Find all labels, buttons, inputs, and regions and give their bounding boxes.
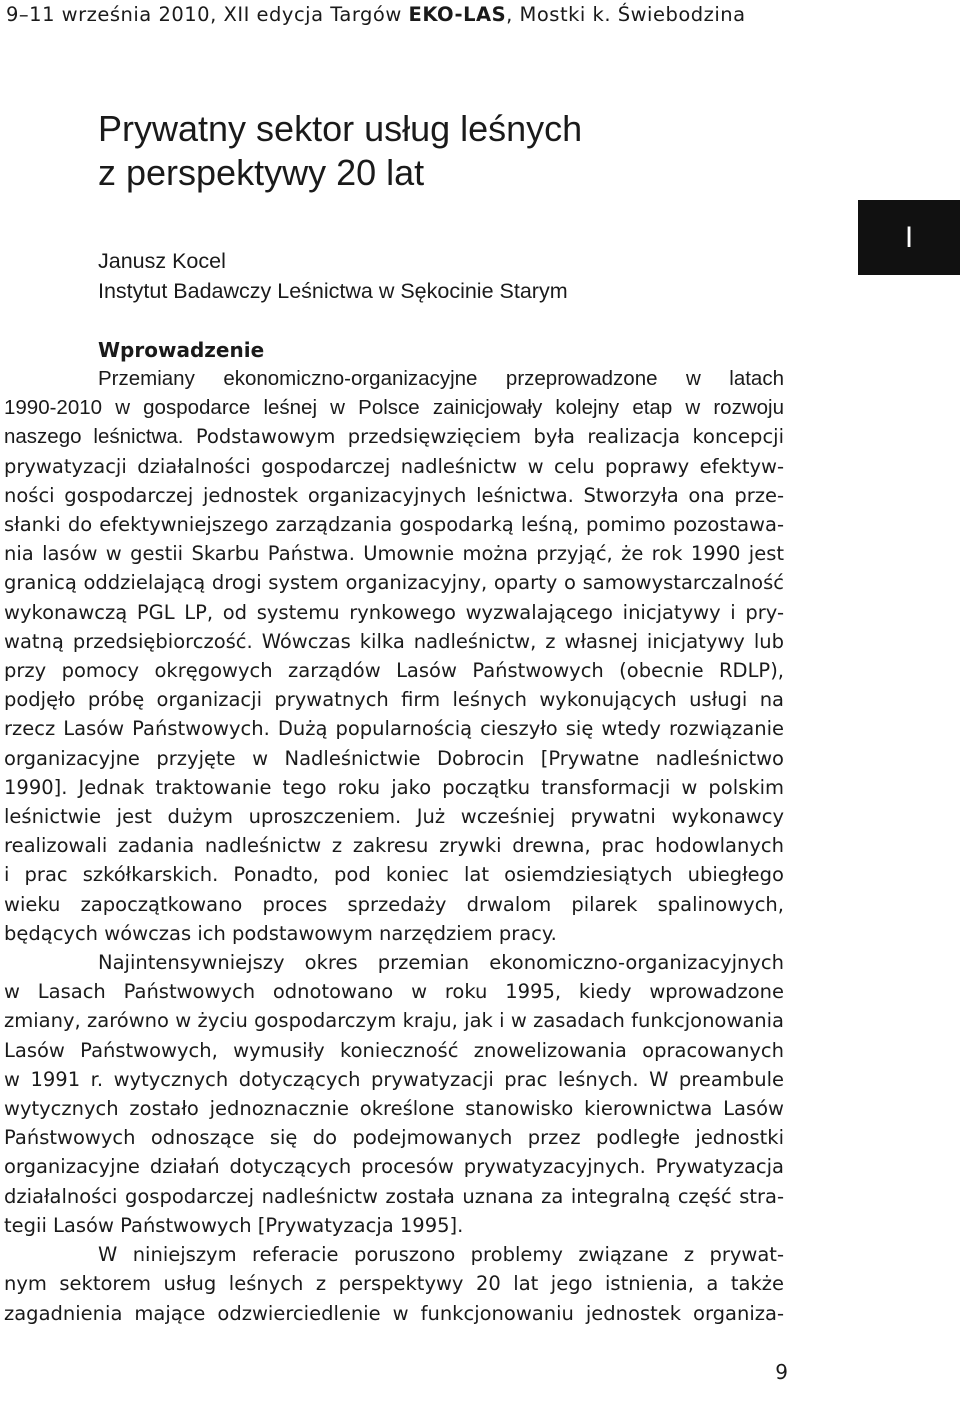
title-line-1: Prywatny sektor usług leśnych <box>98 108 583 149</box>
chapter-tab <box>858 200 960 275</box>
body-line: W niniejszym referacie poruszono problemy związane z prywat- <box>98 1243 784 1267</box>
body-line-fragment: naszego leśnictwa. <box>4 425 184 449</box>
body-line: 1990]. Jednak traktowanie tego roku jako początku transformacji w polskim <box>4 775 784 799</box>
body-line: Przemiany ekonomiczno-organizacyjne przeprowadzone w latach <box>98 367 784 390</box>
body-line: słanki do efektywniejszego zarządzania gospodarką leśną, pomimo pozostawa- <box>4 513 784 537</box>
body-line: tegii Lasów Państwowych [Prywatyzacja 1995]. <box>4 1213 464 1237</box>
paragraph-1 <box>4 364 784 948</box>
body-line: 1990-2010 w gospodarce leśnej w Polsce zainicjowały kolejny etap w rozwoju <box>4 396 784 420</box>
paper-title <box>98 107 838 195</box>
body-line: granicą oddzielającą drogi system organizacyjny, oparty o samowystarczalność <box>4 571 784 595</box>
body-line: prywatyzacji działalności gospodarczej nadleśnictw w celu poprawy efektyw- <box>4 454 784 478</box>
body-line-fragment: Podstawowym przedsięwzięciem była realizacja koncepcji <box>183 425 784 449</box>
body-line: w 1991 r. wytycznych dotyczących prywatyzacji prac leśnych. W preambule <box>4 1067 784 1091</box>
paragraph-2 <box>4 948 784 1240</box>
body-line: będących wówczas ich podstawowym narzędziem pracy. <box>4 921 557 945</box>
paragraph-3 <box>4 1240 784 1328</box>
body-line: realizowali zadania nadleśnictw z zakresu zrywki drewna, prac hodowlanych <box>4 834 784 858</box>
body-line: nia lasów w gestii Skarbu Państwa. Umownie można przyjąć, że rok 1990 jest <box>4 542 784 566</box>
body-line: wytycznych zostało jednoznacznie określone stanowisko kierownictwa Lasów <box>4 1097 784 1121</box>
body-line <box>4 422 784 451</box>
author-name: Janusz Kocel <box>98 249 226 273</box>
running-header <box>6 3 906 26</box>
body-line: leśnictwie jest dużym uproszczeniem. Już wcześniej prywatni wykonawcy <box>4 805 784 829</box>
body-line: podjęło próbę organizacji prywatnych firm leśnych wykonujących usługi na <box>4 688 784 712</box>
body-line: Lasów Państwowych, wymusiły konieczność znowelizowania opracowanych <box>4 1038 784 1062</box>
body-line: nym sektorem usług leśnych z perspektywy 20 lat jego istnienia, a także <box>4 1272 784 1296</box>
page-number: 9 <box>775 1360 788 1384</box>
body-line: działalności gospodarczej nadleśnictw została uznana za integralną część stra- <box>4 1184 784 1208</box>
chapter-tab-label: I <box>904 220 914 254</box>
body-line: wykonawczą PGL LP, od systemu rynkowego wyzwalającego inicjatywy i pry- <box>4 600 784 624</box>
body-line: rzecz Lasów Państwowych. Dużą popularnością cieszyło się wtedy rozwiązanie <box>4 717 784 741</box>
body-line: przy pomocy okręgowych zarządów Lasów Państwowych (obecnie RDLP), <box>4 659 784 683</box>
body-line: zagadnienia mające odzwierciedlenie w funkcjonowaniu jednostek organiza- <box>4 1301 784 1325</box>
author-affiliation: Instytut Badawczy Leśnictwa w Sękocinie Starym <box>98 279 568 303</box>
body-line: watną przedsiębiorczość. Wówczas kilka nadleśnictw, z własnej inicjatywy lub <box>4 629 784 653</box>
body-line: Państwowych odnoszące się do podejmowanych przez podległe jednostki <box>4 1126 784 1150</box>
section-heading: Wprowadzenie <box>98 338 265 362</box>
author-block <box>98 246 838 306</box>
title-line-2: z perspektywy 20 lat <box>98 152 425 193</box>
body-line: Najintensywniejszy okres przemian ekonomiczno-organizacyjnych <box>98 951 784 975</box>
body-line: organizacyjne działań dotyczących procesów prywatyzacyjnych. Prywatyzacja <box>4 1155 784 1179</box>
header-prefix: 9–11 września 2010, XII edycja Targów <box>6 3 409 26</box>
header-suffix: , Mostki k. Świebodzina <box>506 3 746 26</box>
body-line: i prac szkółkarskich. Ponadto, pod koniec lat osiemdziesiątych ubiegłego <box>4 863 784 887</box>
body-line: wieku zapoczątkowano proces sprzedaży drwalom pilarek spalinowych, <box>4 892 784 916</box>
header-event-name: EKO-LAS <box>408 3 507 26</box>
body-line: w Lasach Państwowych odnotowano w roku 1995, kiedy wprowadzone <box>4 980 784 1004</box>
body-line: organizacyjne przyjęte w Nadleśnictwie Dobrocin [Prywatne nadleśnictwo <box>4 746 784 770</box>
body-line: ności gospodarczej jednostek organizacyjnych leśnictwa. Stworzyła ona prze- <box>4 483 784 507</box>
body-line: zmiany, zarówno w życiu gospodarczym kraju, jak i w zasadach funkcjonowania <box>4 1009 784 1033</box>
body-text <box>4 364 784 1328</box>
